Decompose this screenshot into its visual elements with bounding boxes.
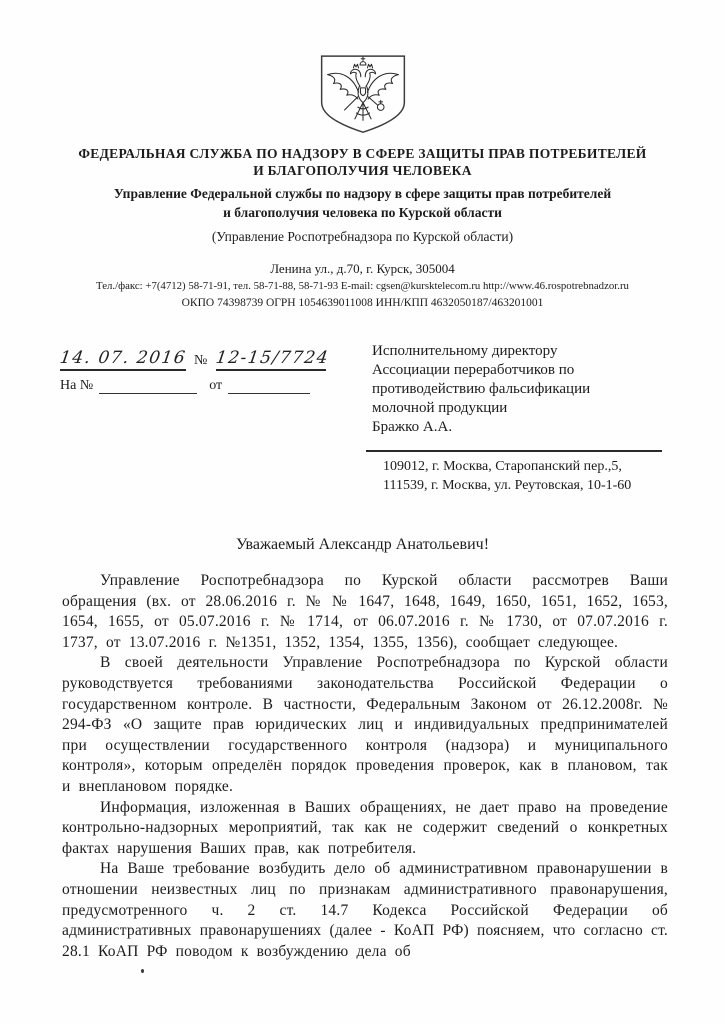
reply-to-label: На № <box>60 378 94 393</box>
scan-artifact-dot <box>141 969 144 973</box>
recipient-line: Ассоциации переработчиков по <box>372 362 575 378</box>
org-name-line1: ФЕДЕРАЛЬНАЯ СЛУЖБА ПО НАДЗОРУ В СФЕРЕ ЗАЩИТЫ ПРАВ ПОТРЕБИТЕЛЕЙ <box>78 146 647 161</box>
recipient-line: молочной продукции <box>372 400 508 416</box>
division-name-line2: и благополучия человека по Курской области <box>223 205 502 220</box>
reference-block <box>60 348 350 394</box>
reply-number-blank <box>99 380 197 394</box>
org-registration-codes: ОКПО 74398739 ОГРН 1054639011008 ИНН/КПП 4632050187/463201001 <box>181 297 544 309</box>
recipient-line: противодействию фальсификации <box>372 381 591 397</box>
outgoing-number-field <box>214 348 331 371</box>
recipient-name: Бражко А.А. <box>372 419 453 435</box>
number-sign-label: № <box>194 353 208 368</box>
org-short-name: (Управление Роспотребнадзора по Курской области) <box>211 229 514 244</box>
division-name-line1: Управление Федеральной службы по надзору в сфере защиты прав потребителей <box>113 186 612 201</box>
letter-body <box>62 571 668 962</box>
recipient-address: 109012, г. Москва, Старопанский пер.,5, <box>383 459 622 474</box>
coat-of-arms-emblem <box>0 52 725 145</box>
reply-date-blank <box>228 380 310 394</box>
recipient-line: Исполнительному директору <box>372 343 558 359</box>
body-paragraph: Информация, изложенная в Ваших обращениях, не дает право на проведение контрольно-надзорных мероприятий, так как не содержит сведений о конкретных фактах нарушения Ваших прав, как потребителя. <box>62 798 668 857</box>
russian-coat-of-arms-icon <box>315 52 411 140</box>
body-paragraph: В своей деятельности Управление Роспотребнадзора по Курской области руководствуется требованиями законодательства Российской Федерации о государственном контроле. В частности, Федеральным Законом от 26.12.2008г. № 294-ФЗ «О защите прав юридических лиц и индивидуальных предпринимателей при осуществлении государственного контроля (надзора) и муниципального контроля», которым определён порядок проведения проверок, как в плановом, так и внеплановом порядке. <box>62 654 668 795</box>
salutation: Уважаемый Александр Анатольевич! <box>235 536 490 553</box>
body-paragraph: На Ваше требование возбудить дело об административном правонарушении в отношении неизвестных лиц по признакам административного правонарушения, предусмотренного ч. 2 ст. 14.7 Кодекса Российской Федерации об административных правонарушениях (далее - КоАП РФ) поясняем, что согласно ст. 28.1 КоАП РФ поводом к возбуждению дела об <box>62 860 668 960</box>
from-label: от <box>209 378 223 393</box>
org-address: Ленина ул., д.70, г. Курск, 305004 <box>270 261 455 276</box>
reference-row-incoming <box>60 378 350 394</box>
handwritten-number: 12-15/7724 <box>214 348 331 368</box>
recipient-divider <box>366 450 662 452</box>
org-contacts: Тел./факс: +7(4712) 58-71-91, тел. 58-71-88, 58-71-93 E-mail: cgsen@kursktelecom.ru http://www.46.rospotrebnadzor.ru <box>96 280 629 292</box>
outgoing-date-field <box>60 348 186 371</box>
body-paragraph: Управление Роспотребнадзора по Курской области рассмотрев Ваши обращения (вх. от 28.06.2016 г. № № 1647, 1648, 1649, 1650, 1651, 1652, 1653, 1654, 1655, от 05.07.2016 г. № 1714, от 06.07.2016 г. № 1730, от 07.07.2016 г. 1737, от 13.07.2016 г. №1351, 1352, 1354, 1355, 1356), сообщает следующее. <box>62 572 668 651</box>
handwritten-date: 14. 07. 2016 <box>58 348 188 368</box>
recipient-address: 111539, г. Москва, ул. Реутовская, 10-1-60 <box>383 478 632 493</box>
org-name-line2: И БЛАГОПОЛУЧИЯ ЧЕЛОВЕКА <box>253 163 472 178</box>
recipient-block <box>372 342 668 495</box>
reference-row-outgoing <box>60 348 350 371</box>
